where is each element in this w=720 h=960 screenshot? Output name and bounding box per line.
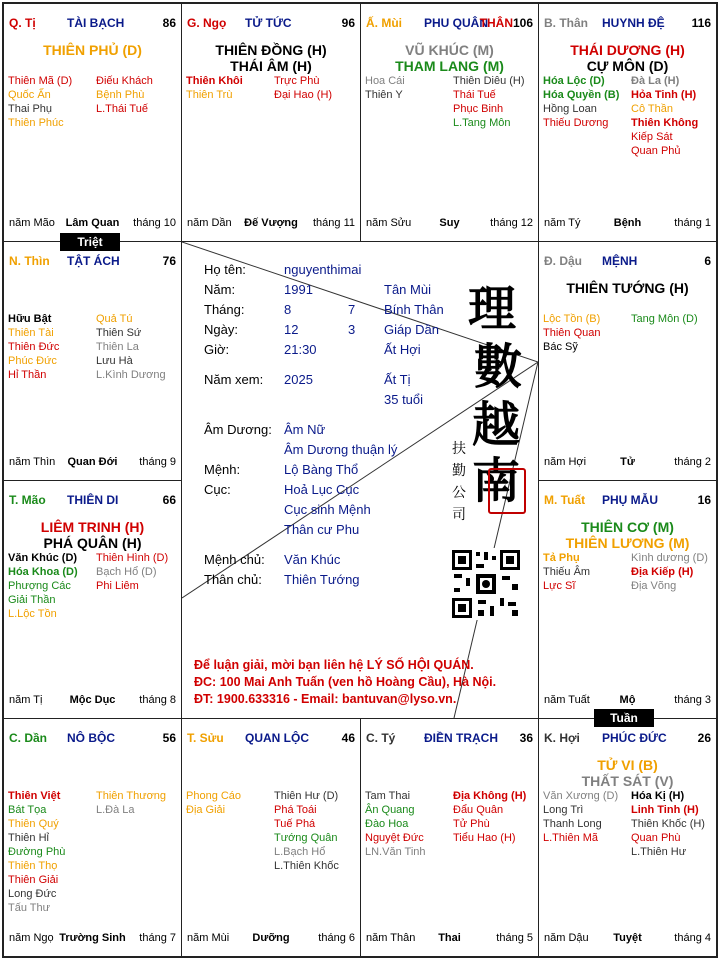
minor-star: Thai Phụ bbox=[8, 103, 53, 115]
minor-star: Thiên Mã (D) bbox=[8, 75, 73, 87]
main-star: THẤT SÁT (V) bbox=[581, 773, 674, 789]
palace-name: HUYNH ĐỆ bbox=[602, 16, 665, 30]
minor-star: Phi Liêm bbox=[96, 580, 139, 592]
main-star: THÁI ÂM (H) bbox=[230, 58, 312, 74]
day-lunar: 3 bbox=[348, 322, 356, 337]
than-chu-value: Thiên Tướng bbox=[284, 572, 360, 587]
palace-name: THIÊN DI bbox=[67, 493, 119, 507]
minor-star: Tả Phụ bbox=[543, 552, 580, 564]
palace-name: PHÚC ĐỨC bbox=[602, 731, 667, 745]
palace-header bbox=[187, 731, 355, 747]
day-value: 12 bbox=[284, 322, 299, 337]
minor-star: Thiên Thọ bbox=[8, 860, 58, 872]
minor-star: Đào Hoa bbox=[365, 818, 409, 830]
main-star: VŨ KHÚC (M) bbox=[405, 42, 494, 58]
minor-star: Địa Không (H) bbox=[453, 790, 527, 802]
minor-star: Hóa Kị (H) bbox=[631, 790, 685, 802]
minor-star: Trực Phù bbox=[274, 75, 320, 87]
hour-value: 21:30 bbox=[284, 342, 317, 357]
am-duong-value: Âm Nữ bbox=[284, 422, 326, 437]
palace-mui[interactable] bbox=[361, 4, 538, 241]
palace-thin[interactable] bbox=[4, 242, 181, 480]
palace-year: năm Mùi bbox=[187, 932, 230, 944]
palace-stage: Tử bbox=[620, 456, 635, 468]
palace-footer bbox=[9, 217, 176, 231]
palace-header bbox=[544, 493, 711, 509]
palace-ty[interactable] bbox=[4, 4, 181, 241]
palace-header bbox=[366, 731, 533, 747]
name-value: nguyenthimai bbox=[284, 262, 362, 277]
palace-header bbox=[544, 254, 711, 270]
minor-star: Thiên Hư (D) bbox=[274, 790, 339, 802]
palace-stage: Quan Đới bbox=[67, 456, 118, 468]
palace-branch: Q. Tị bbox=[9, 16, 36, 30]
minor-stars-right bbox=[96, 551, 168, 593]
palace-month: tháng 10 bbox=[133, 217, 176, 229]
palace-month: tháng 8 bbox=[139, 694, 176, 706]
minor-star: L.Bạch Hổ bbox=[274, 846, 326, 858]
palace-branch: Đ. Dậu bbox=[544, 254, 583, 268]
minor-star: L.Lộc Tồn bbox=[8, 608, 57, 620]
minor-star: Phong Cáo bbox=[186, 790, 242, 802]
palace-month: tháng 7 bbox=[139, 932, 176, 944]
palace-dau[interactable] bbox=[539, 242, 716, 480]
palace-header bbox=[9, 16, 176, 32]
menh-value: Lộ Bàng Thổ bbox=[284, 462, 359, 477]
palace-name: ĐIỀN TRẠCH bbox=[424, 731, 498, 745]
minor-star: Văn Xương (D) bbox=[543, 790, 619, 802]
minor-star: Tấu Thư bbox=[8, 902, 51, 914]
minor-star: Bát Tọa bbox=[8, 804, 47, 816]
palace-footer bbox=[9, 932, 176, 946]
palace-header bbox=[366, 16, 533, 32]
palace-stage: Tuyệt bbox=[613, 932, 642, 944]
minor-star: Đà La (H) bbox=[631, 75, 680, 87]
palace-month: tháng 11 bbox=[312, 217, 355, 229]
palace-branch: T. Sửu bbox=[187, 731, 224, 745]
palace-name: PHU QUÂN bbox=[424, 16, 489, 30]
minor-star: Văn Khúc (D) bbox=[8, 552, 78, 564]
palace-year: năm Hợi bbox=[544, 456, 587, 468]
palace-header bbox=[544, 16, 711, 32]
minor-star: Địa Giải bbox=[186, 804, 226, 816]
palace-footer bbox=[366, 217, 533, 231]
minor-star: Thiên Tài bbox=[8, 327, 54, 339]
minor-star: Thiên Trù bbox=[186, 89, 233, 101]
minor-stars-left bbox=[8, 74, 72, 130]
minor-star: Thiên Quý bbox=[8, 818, 59, 830]
minor-star: Bác Sỹ bbox=[543, 341, 578, 353]
month-label: Tháng: bbox=[204, 302, 245, 317]
minor-stars-left bbox=[365, 789, 426, 859]
minor-stars-right bbox=[96, 789, 166, 817]
minor-star: L.Thiên Khốc bbox=[274, 860, 339, 872]
view-year-can: Ất Tị bbox=[384, 372, 411, 387]
palace-tuat[interactable] bbox=[539, 481, 716, 718]
calligraphy-char-4: 南 bbox=[472, 453, 521, 509]
minor-star: Tam Thai bbox=[365, 790, 411, 802]
minor-star: Phúc Đức bbox=[8, 355, 57, 367]
palace-month: tháng 12 bbox=[490, 217, 533, 229]
main-star: THÁI DƯƠNG (H) bbox=[570, 42, 685, 58]
red-seal-stamp bbox=[488, 468, 526, 514]
calligraphy-char-2: 數 bbox=[474, 339, 523, 395]
minor-star: Lực Sĩ bbox=[543, 580, 576, 592]
minor-stars-right bbox=[274, 74, 332, 102]
palace-age: 46 bbox=[341, 731, 355, 745]
palace-name: NÔ BỘC bbox=[67, 731, 115, 745]
minor-star: Quan Phủ bbox=[631, 145, 681, 157]
minor-stars-left bbox=[8, 551, 78, 621]
minor-stars-left bbox=[543, 74, 619, 130]
minor-star: Tử Phù bbox=[453, 818, 490, 830]
minor-star: Quan Phù bbox=[631, 832, 681, 844]
minor-star: LN.Văn Tinh bbox=[365, 846, 426, 858]
menh-label: Mệnh: bbox=[204, 462, 241, 477]
palace-header bbox=[9, 493, 176, 509]
minor-star: Tang Môn (D) bbox=[631, 313, 698, 325]
minor-star: Thiếu Dương bbox=[543, 117, 609, 129]
minor-star: Thiên Đức bbox=[8, 341, 60, 353]
palace-footer bbox=[544, 217, 711, 231]
minor-star: Hỉ Thần bbox=[8, 369, 47, 381]
minor-star: Thiên Không bbox=[631, 117, 699, 129]
palace-footer bbox=[366, 932, 533, 946]
minor-star: Linh Tinh (H) bbox=[631, 804, 699, 816]
than-chu-label: Thân chủ: bbox=[204, 572, 262, 587]
palace-year: năm Thìn bbox=[9, 456, 56, 468]
minor-stars-left bbox=[186, 74, 243, 102]
palace-year: năm Dậu bbox=[544, 932, 589, 944]
year-can: Tân Mùi bbox=[384, 282, 431, 297]
palace-footer bbox=[9, 694, 176, 708]
minor-star: Hữu Bật bbox=[8, 313, 52, 325]
palace-stage: Đế Vượng bbox=[244, 217, 298, 229]
palace-footer bbox=[544, 932, 711, 946]
minor-star: L.Đà La bbox=[96, 804, 135, 816]
minor-stars-left bbox=[543, 312, 600, 354]
minor-star: L.Thiên Mã bbox=[543, 832, 599, 844]
minor-star: L.Tang Môn bbox=[453, 117, 511, 129]
minor-star: Đường Phù bbox=[8, 846, 66, 858]
minor-star: Thiên Sứ bbox=[96, 327, 142, 339]
palace-age: 116 bbox=[691, 16, 711, 30]
main-star: THIÊN PHỦ (D) bbox=[43, 42, 142, 58]
palace-age: 56 bbox=[162, 731, 176, 745]
year-label: Năm: bbox=[204, 282, 236, 297]
cuc-note: Cục sinh Mệnh bbox=[284, 502, 371, 517]
triet-tag: Triệt bbox=[60, 233, 120, 251]
main-star: THIÊN TƯỚNG (H) bbox=[566, 280, 689, 296]
month-can: Bính Thân bbox=[384, 302, 444, 317]
palace-stage: Dưỡng bbox=[252, 932, 290, 944]
minor-stars-right bbox=[631, 312, 698, 326]
minor-stars-left bbox=[186, 789, 241, 817]
view-year-label: Năm xem: bbox=[204, 372, 264, 387]
than-cu-note: Thân cư Phu bbox=[284, 522, 360, 537]
palace-age: 86 bbox=[162, 16, 176, 30]
palace-footer bbox=[187, 932, 355, 946]
palace-month: tháng 2 bbox=[674, 456, 711, 468]
contact-phone-email[interactable]: ĐT: 1900.633316 - Email: bantuvan@lyso.vn. bbox=[194, 692, 457, 706]
palace-branch: M. Tuất bbox=[544, 493, 586, 507]
contact-address: ĐC: 100 Mai Anh Tuấn (ven hồ Hoàng Cầu), Hà Nội. bbox=[194, 675, 497, 689]
palace-branch: C. Tý bbox=[366, 731, 396, 745]
minor-stars-right bbox=[96, 312, 166, 382]
palace-age: 66 bbox=[162, 493, 176, 507]
minor-star: Lộc Tồn (B) bbox=[543, 313, 601, 325]
minor-star: Bạch Hổ (D) bbox=[96, 566, 157, 578]
palace-age: 106 bbox=[512, 16, 533, 30]
minor-star: Địa Võng bbox=[631, 580, 677, 592]
minor-star: Thiên Thương bbox=[96, 790, 167, 802]
palace-month: tháng 9 bbox=[139, 456, 176, 468]
minor-star: Thiên Phúc bbox=[8, 117, 64, 129]
palace-header bbox=[9, 731, 176, 747]
minor-star: Thiên Khốc (H) bbox=[631, 818, 705, 830]
minor-star: L.Thiên Hư bbox=[631, 846, 687, 858]
tuan-tag: Tuần bbox=[594, 709, 654, 727]
main-star: THIÊN CƠ (M) bbox=[581, 519, 674, 535]
palace-branch: N. Thìn bbox=[9, 254, 50, 268]
minor-stars-left bbox=[543, 551, 590, 593]
palace-suu[interactable] bbox=[182, 719, 360, 956]
palace-month: tháng 1 bbox=[674, 217, 711, 229]
minor-stars-right bbox=[631, 789, 705, 859]
palace-name: TỬ TỨC bbox=[245, 16, 292, 30]
palace-header bbox=[187, 16, 355, 32]
minor-star: Thanh Long bbox=[543, 818, 602, 830]
minor-star: Giải Thần bbox=[8, 594, 56, 606]
minor-star: Tướng Quân bbox=[274, 832, 338, 844]
palace-branch: Ấ. Mùi bbox=[366, 16, 402, 30]
day-label: Ngày: bbox=[204, 322, 238, 337]
palace-stage: Suy bbox=[439, 217, 460, 229]
day-can: Giáp Dần bbox=[384, 322, 439, 337]
palace-header bbox=[544, 731, 711, 747]
palace-month: tháng 6 bbox=[318, 932, 355, 944]
center-info-panel bbox=[182, 242, 538, 718]
palace-header bbox=[9, 254, 176, 270]
minor-star: Thiên La bbox=[96, 341, 139, 353]
main-star: CỰ MÔN (D) bbox=[586, 58, 669, 74]
main-star: PHÁ QUÂN (H) bbox=[43, 535, 142, 551]
minor-star: Phá Toái bbox=[274, 804, 317, 816]
palace-name: TẬT ÁCH bbox=[67, 254, 120, 268]
palace-stage: Mộ bbox=[619, 694, 636, 706]
minor-star: L.Kình Dương bbox=[96, 369, 166, 381]
minor-stars-right bbox=[631, 551, 708, 593]
minor-stars-left bbox=[365, 74, 405, 102]
palace-year: năm Thân bbox=[366, 932, 416, 944]
minor-star: Tiểu Hao (H) bbox=[453, 832, 516, 844]
minor-star: Hoa Cái bbox=[365, 75, 405, 87]
palace-ngo[interactable] bbox=[182, 4, 360, 241]
minor-stars-left bbox=[543, 789, 618, 845]
palace-stage: Lâm Quan bbox=[65, 217, 120, 229]
minor-star: Phục Binh bbox=[453, 103, 504, 115]
minor-star: Thiên Hình (D) bbox=[96, 552, 169, 564]
minor-star: Bệnh Phù bbox=[96, 89, 145, 101]
minor-star: L.Thái Tuế bbox=[96, 103, 148, 115]
palace-name: QUAN LỘC bbox=[245, 731, 309, 745]
palace-year: năm Tuất bbox=[544, 694, 590, 706]
minor-star: Hồng Loan bbox=[543, 103, 597, 115]
minor-star: Thiếu Âm bbox=[543, 566, 591, 578]
minor-star: Đẩu Quân bbox=[453, 804, 504, 816]
minor-star: Long Đức bbox=[8, 888, 57, 900]
palace-footer bbox=[9, 456, 176, 470]
than-label: THÂN bbox=[479, 16, 513, 30]
minor-star: Phượng Các bbox=[8, 580, 71, 592]
minor-star: Thiên Việt bbox=[8, 790, 61, 802]
minor-star: Hóa Khoa (D) bbox=[8, 566, 78, 578]
name-label: Họ tên: bbox=[204, 262, 246, 277]
minor-star: Thái Tuế bbox=[453, 89, 496, 101]
palace-year: năm Mão bbox=[9, 217, 55, 229]
minor-star: Thiên Diêu (H) bbox=[453, 75, 525, 87]
menh-chu-label: Mệnh chủ: bbox=[204, 552, 265, 567]
palace-age: 6 bbox=[704, 254, 711, 268]
minor-star: Nguyệt Đức bbox=[365, 832, 424, 844]
month-value: 8 bbox=[284, 302, 292, 317]
palace-mao[interactable] bbox=[4, 481, 181, 718]
cuc-label: Cục: bbox=[204, 482, 231, 497]
calligraphy-char-1: 理 bbox=[468, 281, 517, 337]
year-value: 1991 bbox=[284, 282, 313, 297]
palace-footer bbox=[187, 217, 355, 231]
palace-stage: Bệnh bbox=[613, 217, 642, 229]
palace-branch: T. Mão bbox=[9, 493, 46, 507]
qr-code-icon[interactable] bbox=[450, 548, 522, 620]
am-duong-note: Âm Dương thuận lý bbox=[284, 442, 398, 457]
view-year-value: 2025 bbox=[284, 372, 313, 387]
minor-star: Hóa Quyền (B) bbox=[543, 89, 620, 101]
palace-year: năm Tý bbox=[544, 217, 581, 229]
palace-branch: G. Ngọ bbox=[187, 16, 227, 30]
age-value: 35 tuổi bbox=[384, 392, 424, 407]
palace-age: 36 bbox=[519, 731, 533, 745]
palace-dan[interactable] bbox=[4, 719, 181, 956]
minor-star: Hóa Lộc (D) bbox=[543, 75, 605, 87]
minor-star: Thiên Khôi bbox=[186, 75, 243, 87]
minor-star: Kiếp Sát bbox=[631, 131, 673, 143]
palace-year: năm Tị bbox=[9, 694, 43, 706]
palace-year: năm Sửu bbox=[366, 217, 412, 229]
minor-star: Địa Kiếp (H) bbox=[631, 566, 694, 578]
palace-age: 16 bbox=[697, 493, 711, 507]
minor-star: Lưu Hà bbox=[96, 355, 133, 367]
minor-star: Ân Quang bbox=[365, 804, 415, 816]
minor-stars-right bbox=[631, 74, 698, 158]
palace-footer bbox=[544, 456, 711, 470]
palace-branch: C. Dần bbox=[9, 731, 48, 745]
minor-stars-right bbox=[96, 74, 153, 116]
minor-star: Tuế Phá bbox=[274, 818, 316, 830]
palace-age: 96 bbox=[341, 16, 355, 30]
minor-star: Kình dương (D) bbox=[631, 552, 708, 564]
cuc-value: Hoả Lục Cục bbox=[284, 482, 360, 497]
minor-stars-left bbox=[8, 312, 59, 382]
minor-star: Thiên Hỉ bbox=[8, 832, 49, 844]
minor-star: Quốc Ấn bbox=[8, 89, 51, 101]
minor-stars-left bbox=[8, 789, 65, 915]
minor-stars-right bbox=[274, 789, 339, 873]
main-star: THAM LANG (M) bbox=[395, 58, 504, 74]
am-duong-label: Âm Dương: bbox=[204, 422, 272, 437]
minor-star: Quả Tú bbox=[96, 313, 133, 325]
palace-name: MỆNH bbox=[602, 254, 638, 268]
minor-star: Thiên Y bbox=[365, 89, 403, 101]
minor-star: Thiên Giải bbox=[8, 874, 59, 886]
contact-line-1: Để luận giải, mời bạn liên hệ LÝ SỐ HỘI QUÁN. bbox=[194, 658, 474, 672]
palace-month: tháng 5 bbox=[496, 932, 533, 944]
palace-footer bbox=[544, 694, 711, 708]
hour-can: Ất Hợi bbox=[384, 342, 421, 357]
seal-small-text: 扶 勤 公 司 bbox=[452, 441, 466, 523]
palace-ty2[interactable] bbox=[361, 719, 538, 956]
menh-chu-value: Văn Khúc bbox=[284, 552, 341, 567]
palace-stage: Mộc Dục bbox=[69, 694, 116, 706]
calligraphy-char-3: 越 bbox=[472, 397, 521, 453]
main-star: LIÊM TRINH (H) bbox=[40, 519, 145, 535]
palace-than[interactable] bbox=[539, 4, 716, 241]
palace-hoi[interactable] bbox=[539, 719, 716, 956]
main-star: THIÊN ĐỒNG (H) bbox=[215, 42, 327, 58]
palace-year: năm Ngọ bbox=[9, 932, 54, 944]
month-lunar: 7 bbox=[348, 302, 356, 317]
minor-star: Hỏa Tinh (H) bbox=[631, 89, 697, 101]
minor-star: Đại Hao (H) bbox=[274, 89, 333, 101]
minor-star: Điếu Khách bbox=[96, 75, 153, 87]
palace-stage: Trường Sinh bbox=[59, 932, 126, 944]
palace-age: 26 bbox=[697, 731, 711, 745]
palace-month: tháng 3 bbox=[674, 694, 711, 706]
minor-star: Cô Thần bbox=[631, 103, 673, 115]
minor-stars-right bbox=[453, 789, 526, 845]
palace-age: 76 bbox=[162, 254, 176, 268]
palace-branch: K. Hợi bbox=[544, 731, 580, 745]
palace-name: TÀI BẠCH bbox=[67, 16, 125, 30]
palace-year: năm Dần bbox=[187, 217, 232, 229]
minor-stars-right bbox=[453, 74, 525, 130]
palace-branch: B. Thân bbox=[544, 16, 588, 30]
main-star: TỬ VI (B) bbox=[597, 757, 658, 773]
main-star: THIÊN LƯƠNG (M) bbox=[565, 535, 690, 551]
hour-label: Giờ: bbox=[204, 342, 230, 357]
minor-star: Thiên Quan bbox=[543, 327, 601, 339]
palace-name: PHỤ MẪU bbox=[602, 493, 658, 507]
palace-month: tháng 4 bbox=[674, 932, 711, 944]
palace-stage: Thai bbox=[438, 932, 461, 944]
minor-star: Long Trì bbox=[543, 804, 584, 816]
